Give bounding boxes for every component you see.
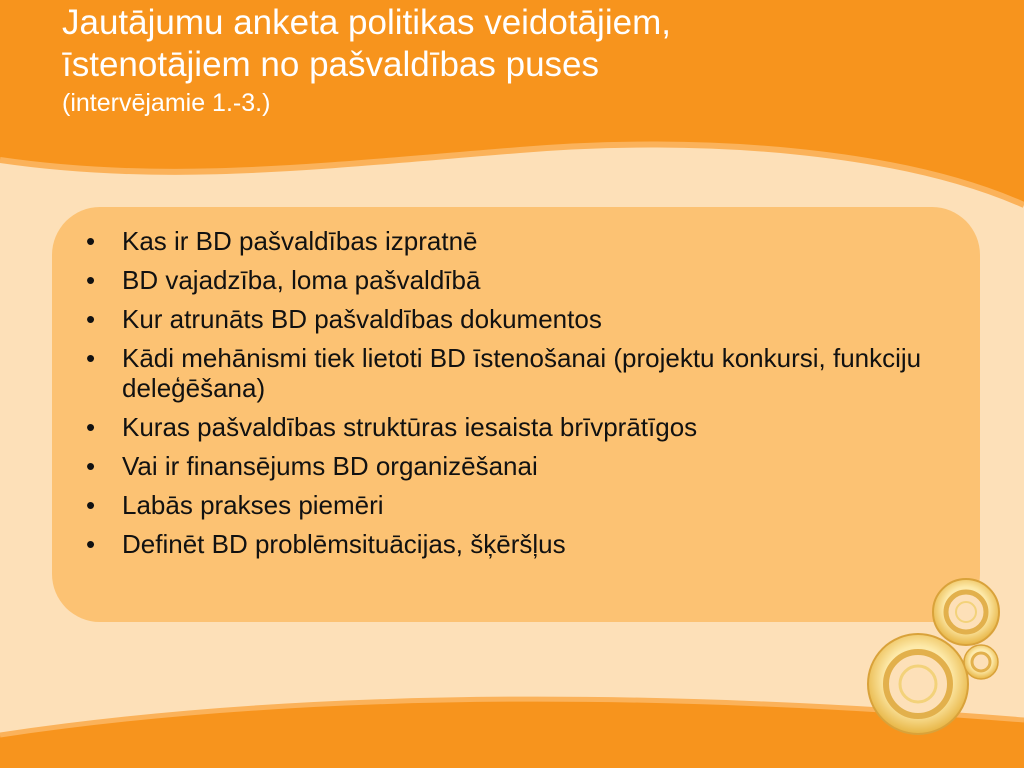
- ring-large-icon: [868, 634, 968, 734]
- bullet-icon: •: [86, 304, 96, 334]
- bullet-icon: •: [86, 226, 96, 256]
- list-item-text: Kuras pašvaldības struktūras iesaista brīvprātīgos: [122, 412, 698, 442]
- list-item-text: Kur atrunāts BD pašvaldības dokumentos: [122, 304, 602, 334]
- list-item-text: Vai ir finansējums BD organizēšanai: [122, 451, 538, 481]
- list-item-text: Kādi mehānismi tiek lietoti BD īstenošanai (projektu konkursi, funkciju deleģēšana): [122, 343, 922, 403]
- list-item: [84, 412, 944, 442]
- title-line-1: Jautājumu anketa politikas veidotājiem,: [62, 3, 671, 42]
- bullet-icon: •: [86, 412, 96, 442]
- bullet-icon: •: [86, 451, 96, 481]
- bullet-icon: •: [86, 343, 96, 373]
- list-item-text: Kas ir BD pašvaldības izpratnē: [122, 226, 478, 256]
- title-subtitle: (intervējamie 1.-3.): [62, 89, 271, 117]
- ring-small-icon: [964, 645, 998, 679]
- bullet-icon: •: [86, 490, 96, 520]
- bullet-icon: •: [86, 265, 96, 295]
- bullet-list: [84, 226, 944, 568]
- list-item: [84, 226, 944, 256]
- ring-medium-icon: [933, 579, 999, 645]
- list-item: [84, 529, 944, 559]
- list-item: [84, 265, 944, 295]
- list-item-text: Definēt BD problēmsituācijas, šķēršļus: [122, 529, 566, 559]
- list-item: [84, 304, 944, 334]
- list-item: [84, 490, 944, 520]
- decorative-rings: [860, 572, 1020, 762]
- title-line-2: īstenotājiem no pašvaldības puses: [62, 45, 599, 84]
- bullet-icon: •: [86, 529, 96, 559]
- list-item-text: Labās prakses piemēri: [122, 490, 384, 520]
- slide-title: [62, 2, 962, 120]
- list-item: [84, 451, 944, 481]
- list-item: [84, 343, 944, 403]
- list-item-text: BD vajadzība, loma pašvaldībā: [122, 265, 481, 295]
